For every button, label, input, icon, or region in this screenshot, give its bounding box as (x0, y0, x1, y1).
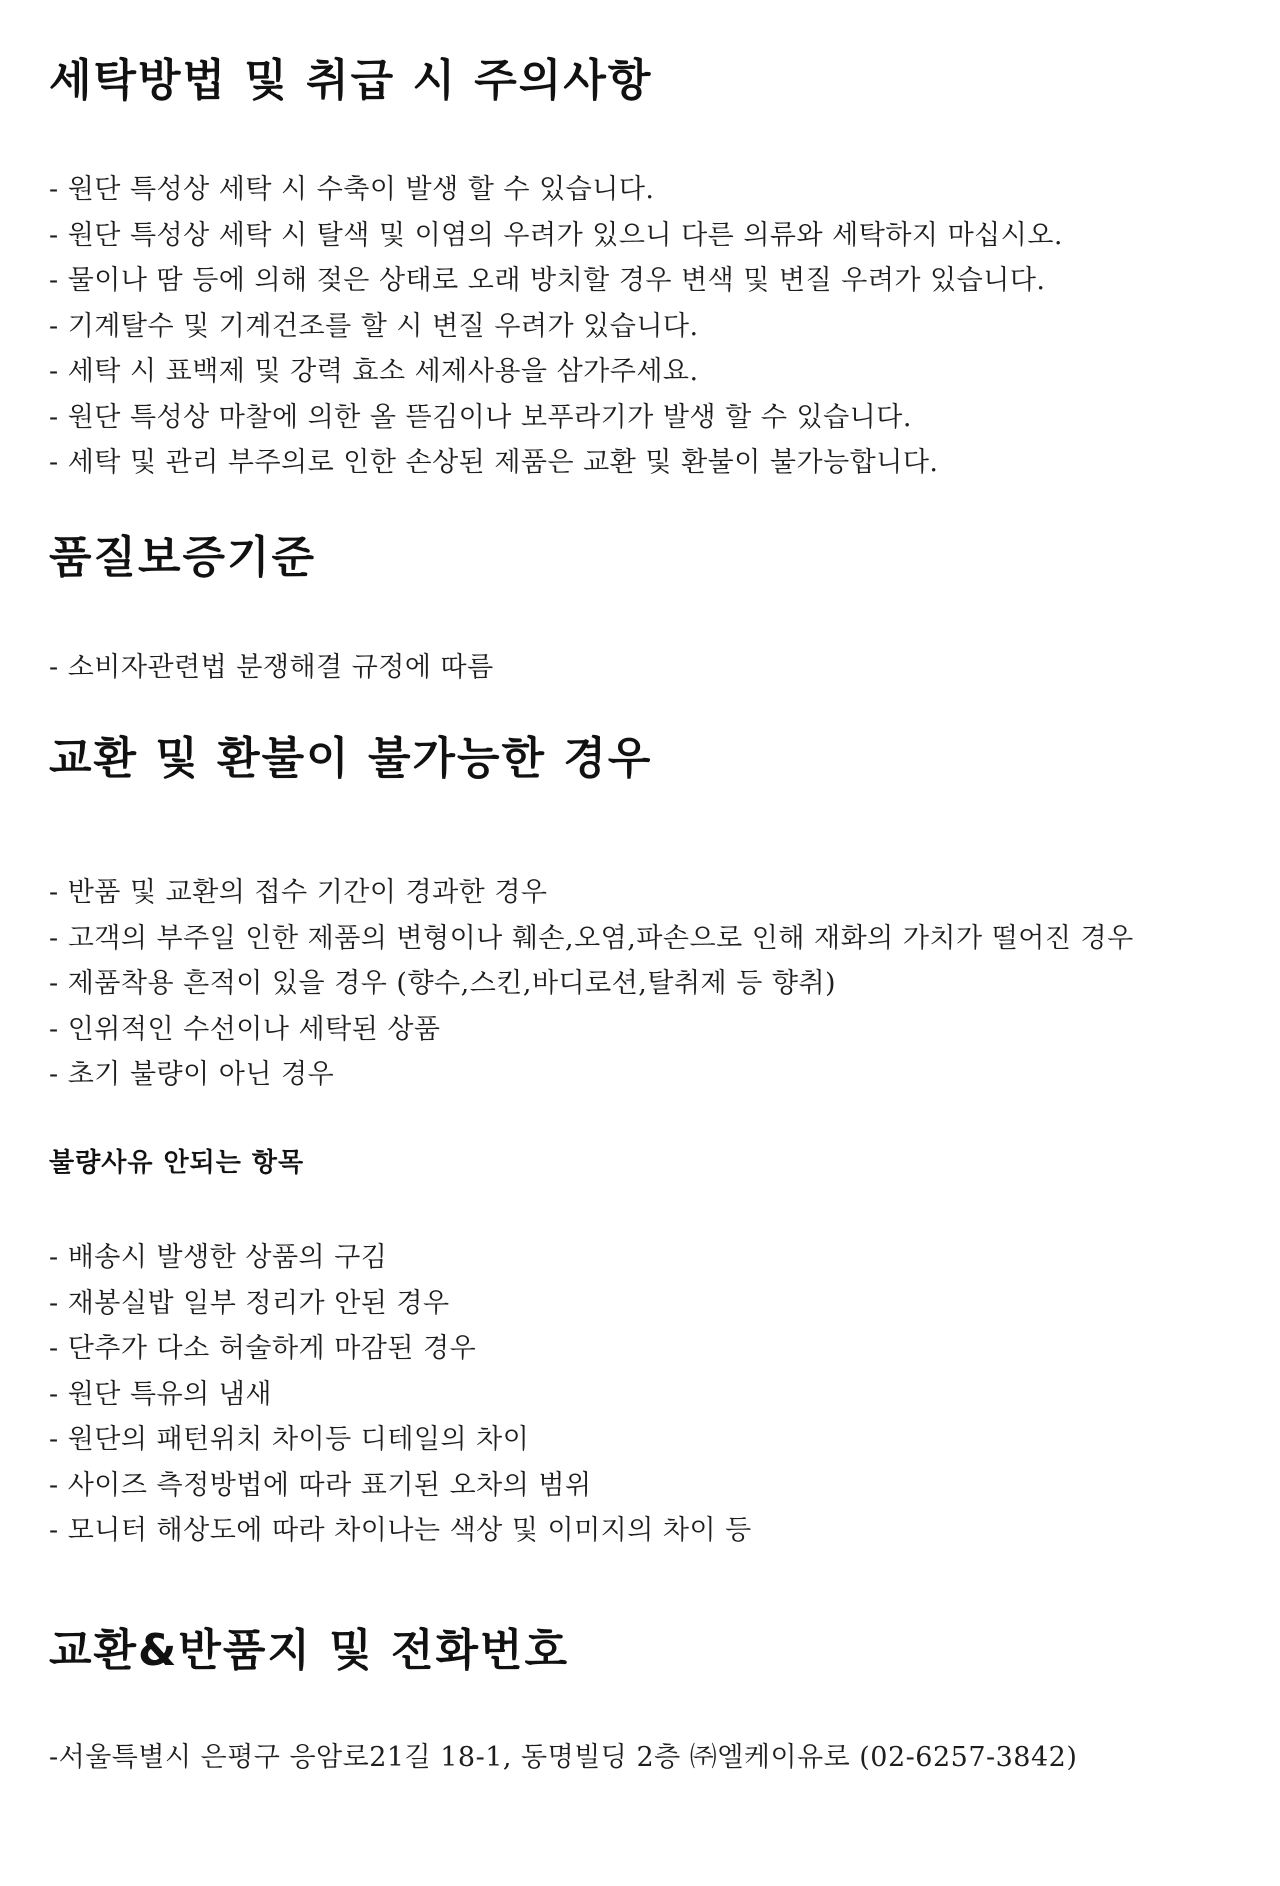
contact-address: -서울특별시 은평구 응암로21길 18-1, 동명빌딩 2층 ㈜엘케이유로 (02-6257-3842) (49, 1742, 1078, 1773)
not-defect-item: - 재봉실밥 일부 정리가 안된 경우 (49, 1287, 450, 1319)
contact-section-title: 교환&반품지 및 전화번호 (49, 1625, 570, 1676)
not-defect-list (49, 1235, 1240, 1554)
care-item: - 원단 특성상 세탁 시 탈색 및 이염의 우려가 있으니 다른 의류와 세탁하지 마십시오. (49, 219, 1063, 251)
no-refund-item: - 반품 및 교환의 접수 기간이 경과한 경우 (49, 877, 548, 908)
care-item: - 세탁 시 표백제 및 강력 효소 세제사용을 삼가주세요. (49, 356, 699, 387)
no-refund-list (49, 870, 1240, 1098)
no-refund-item: - 제품착용 흔적이 있을 경우 (향수,스킨,바디로션,탈취제 등 향취) (49, 968, 837, 999)
no-refund-section-title: 교환 및 환불이 불가능한 경우 (49, 733, 653, 784)
care-item: - 기계탈수 및 기계건조를 할 시 변질 우려가 있습니다. (49, 310, 699, 342)
quality-section-title: 품질보증기준 (49, 532, 317, 583)
no-refund-item: - 고객의 부주일 인한 제품의 변형이나 훼손,오염,파손으로 인해 재화의 가치가 떨어진 경우 (49, 922, 1134, 954)
not-defect-item: - 모니터 해상도에 따라 차이나는 색상 및 이미지의 차이 등 (49, 1515, 752, 1546)
care-list (49, 167, 1240, 486)
not-defect-item: - 배송시 발생한 상품의 구김 (49, 1242, 388, 1273)
quality-list (49, 645, 1240, 691)
care-section-title: 세탁방법 및 취급 시 주의사항 (49, 55, 653, 106)
care-item: - 세탁 및 관리 부주의로 인한 손상된 제품은 교환 및 환불이 불가능합니다. (49, 447, 939, 478)
not-defect-section-title: 불량사유 안되는 항목 (49, 1148, 305, 1178)
not-defect-item: - 사이즈 측정방법에 따라 표기된 오차의 범위 (49, 1469, 592, 1501)
quality-item: - 소비자관련법 분쟁해결 규정에 따름 (49, 652, 494, 683)
not-defect-item: - 원단의 패턴위치 차이등 디테일의 차이 (49, 1424, 530, 1455)
no-refund-item: - 인위적인 수선이나 세탁된 상품 (49, 1013, 441, 1045)
care-item: - 물이나 땀 등에 의해 젖은 상태로 오래 방치할 경우 변색 및 변질 우려가 있습니다. (49, 265, 1046, 296)
no-refund-item: - 초기 불량이 아닌 경우 (49, 1059, 335, 1090)
not-defect-item: - 원단 특유의 냄새 (49, 1378, 272, 1410)
not-defect-item: - 단추가 다소 허술하게 마감된 경우 (49, 1333, 477, 1364)
care-item: - 원단 특성상 마찰에 의한 올 뜯김이나 보푸라기가 발생 할 수 있습니다. (49, 401, 912, 433)
contact-list (49, 1735, 1240, 1781)
care-item: - 원단 특성상 세탁 시 수축이 발생 할 수 있습니다. (49, 174, 655, 205)
